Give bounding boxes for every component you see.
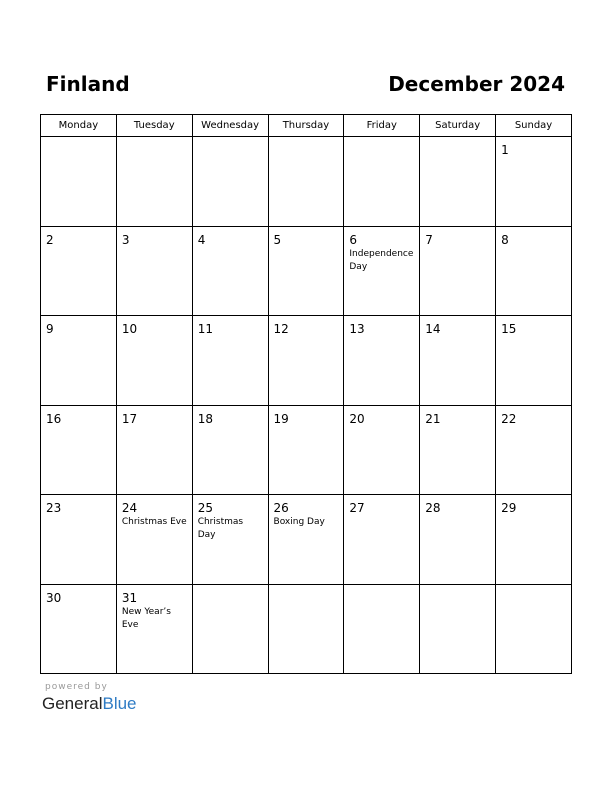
day-cell-content xyxy=(41,137,116,225)
day-number: 26 xyxy=(273,501,289,515)
calendar-day-cell[interactable] xyxy=(496,405,572,495)
day-cell-content xyxy=(344,495,419,583)
calendar-day-cell[interactable] xyxy=(192,316,268,406)
day-number: 9 xyxy=(46,322,54,336)
day-number: 5 xyxy=(273,232,282,247)
day-cell-content xyxy=(193,316,268,404)
calendar-day-cell[interactable] xyxy=(268,584,344,674)
calendar-day-cell[interactable] xyxy=(116,495,192,585)
day-cell-content xyxy=(496,227,571,315)
day-cell-content xyxy=(117,227,192,315)
day-cell-content xyxy=(117,137,192,225)
day-cell-content xyxy=(269,585,344,673)
calendar-day-cell[interactable] xyxy=(192,226,268,316)
day-cell-content xyxy=(420,316,495,404)
calendar-day-cell[interactable] xyxy=(268,137,344,227)
calendar-day-cell[interactable] xyxy=(116,137,192,227)
weekday-header: Friday xyxy=(344,115,420,137)
day-cell-content xyxy=(193,585,268,673)
country-title: Finland xyxy=(46,72,130,96)
day-cell-content xyxy=(496,585,571,673)
calendar-day-cell[interactable] xyxy=(420,584,496,674)
calendar-day-cell[interactable] xyxy=(420,137,496,227)
day-cell-content xyxy=(496,495,571,583)
day-cell-content xyxy=(193,406,268,494)
day-cell-content xyxy=(193,227,268,315)
calendar-day-cell[interactable] xyxy=(116,316,192,406)
day-cell-content xyxy=(344,316,419,404)
calendar-day-cell[interactable] xyxy=(420,495,496,585)
day-cell-content xyxy=(117,316,192,404)
day-number: 18 xyxy=(197,411,213,426)
brand-logo[interactable] xyxy=(42,693,137,715)
powered-by-text: powered by xyxy=(45,682,108,692)
day-cell-content xyxy=(496,137,571,225)
day-number: 28 xyxy=(425,501,441,515)
weekday-header-row xyxy=(41,115,572,137)
calendar-day-cell[interactable] xyxy=(192,495,268,585)
calendar-day-cell[interactable] xyxy=(41,226,117,316)
calendar-day-cell[interactable] xyxy=(344,405,420,495)
holiday-label: Independence Day xyxy=(349,248,414,272)
day-cell-content xyxy=(496,316,571,404)
calendar-day-cell[interactable] xyxy=(192,584,268,674)
calendar-week-row xyxy=(41,316,572,406)
calendar-grid xyxy=(40,114,572,674)
calendar-day-cell[interactable] xyxy=(496,584,572,674)
calendar-day-cell[interactable] xyxy=(116,226,192,316)
calendar-day-cell[interactable] xyxy=(344,137,420,227)
day-number: 23 xyxy=(46,501,62,515)
calendar-day-cell[interactable] xyxy=(496,226,572,316)
calendar-week-row xyxy=(41,405,572,495)
day-number: 21 xyxy=(425,411,441,426)
calendar-day-cell[interactable] xyxy=(420,226,496,316)
brand-name-blue: Blue xyxy=(102,694,137,713)
day-number: 27 xyxy=(349,501,365,515)
calendar-day-cell[interactable] xyxy=(420,316,496,406)
calendar-day-cell[interactable] xyxy=(116,405,192,495)
day-cell-content xyxy=(41,227,116,315)
calendar-day-cell[interactable] xyxy=(41,495,117,585)
calendar-day-cell[interactable] xyxy=(344,495,420,585)
day-number: 19 xyxy=(273,411,289,426)
day-number: 17 xyxy=(121,411,138,426)
footer-branding xyxy=(42,681,137,715)
day-number: 16 xyxy=(46,411,62,426)
holiday-label: Boxing Day xyxy=(273,517,325,527)
day-number: 29 xyxy=(501,501,517,515)
day-cell-content xyxy=(117,585,192,673)
calendar-day-cell[interactable] xyxy=(344,584,420,674)
day-number: 20 xyxy=(349,411,365,426)
day-cell-content xyxy=(269,316,344,404)
day-number: 10 xyxy=(121,322,138,336)
calendar-day-cell[interactable] xyxy=(268,495,344,585)
day-number: 13 xyxy=(349,322,365,336)
calendar-day-cell[interactable] xyxy=(41,137,117,227)
calendar-day-cell[interactable] xyxy=(41,316,117,406)
day-number: 25 xyxy=(197,501,213,515)
calendar-day-cell[interactable] xyxy=(268,226,344,316)
weekday-header: Monday xyxy=(41,115,117,137)
day-cell-content xyxy=(41,406,116,494)
day-number: 2 xyxy=(46,232,54,247)
day-cell-content xyxy=(269,406,344,494)
calendar-day-cell[interactable] xyxy=(420,405,496,495)
day-number: 24 xyxy=(121,501,138,515)
day-cell-content xyxy=(269,137,344,225)
day-cell-content xyxy=(344,137,419,225)
day-cell-content xyxy=(420,495,495,583)
calendar-day-cell[interactable] xyxy=(496,316,572,406)
day-cell-content xyxy=(420,227,495,315)
day-cell-content xyxy=(117,406,192,494)
calendar-day-cell[interactable] xyxy=(116,584,192,674)
calendar-week-row xyxy=(41,495,572,585)
day-cell-content xyxy=(269,495,344,583)
day-number: 11 xyxy=(197,322,213,336)
calendar-day-cell[interactable] xyxy=(41,584,117,674)
day-number: 22 xyxy=(501,411,517,426)
calendar-day-cell[interactable] xyxy=(344,316,420,406)
day-number: 15 xyxy=(501,322,517,336)
day-number: 1 xyxy=(501,143,509,157)
weekday-header: Wednesday xyxy=(192,115,268,137)
brand-name-general: General xyxy=(42,694,103,713)
calendar-week-row xyxy=(41,137,572,227)
day-cell-content xyxy=(344,406,419,494)
day-cell-content xyxy=(41,495,116,583)
calendar-day-cell[interactable] xyxy=(268,316,344,406)
calendar-body xyxy=(41,137,572,674)
day-number: 14 xyxy=(425,322,441,336)
day-number: 31 xyxy=(121,590,138,605)
calendar-day-cell[interactable] xyxy=(192,405,268,495)
day-cell-content xyxy=(420,585,495,673)
day-cell-content xyxy=(193,495,268,583)
holiday-label: New Year’s Eve xyxy=(121,606,171,630)
day-cell-content xyxy=(193,137,268,225)
day-number: 3 xyxy=(121,232,130,247)
day-cell-content xyxy=(420,137,495,225)
day-cell-content xyxy=(41,585,116,673)
day-number: 7 xyxy=(425,232,433,247)
calendar-day-cell[interactable] xyxy=(41,405,117,495)
day-cell-content xyxy=(496,406,571,494)
calendar-day-cell[interactable] xyxy=(496,137,572,227)
weekday-header: Saturday xyxy=(420,115,496,137)
month-year-title: December 2024 xyxy=(388,72,565,96)
weekday-header: Tuesday xyxy=(116,115,192,137)
day-cell-content xyxy=(41,316,116,404)
day-cell-content xyxy=(344,227,419,315)
day-number: 8 xyxy=(501,232,509,247)
weekday-header: Thursday xyxy=(268,115,344,137)
weekday-header: Sunday xyxy=(496,115,572,137)
calendar-day-cell[interactable] xyxy=(268,405,344,495)
day-cell-content xyxy=(117,495,192,583)
calendar-week-row xyxy=(41,226,572,316)
day-number: 6 xyxy=(349,232,358,247)
holiday-label: Christmas Eve xyxy=(121,517,187,527)
day-number: 12 xyxy=(273,322,289,336)
day-number: 4 xyxy=(197,232,206,247)
calendar-day-cell[interactable] xyxy=(496,495,572,585)
day-number: 30 xyxy=(46,590,62,605)
day-cell-content xyxy=(269,227,344,315)
calendar-week-row xyxy=(41,584,572,674)
day-cell-content xyxy=(344,585,419,673)
day-cell-content xyxy=(420,406,495,494)
calendar-day-cell[interactable] xyxy=(192,137,268,227)
calendar-day-cell[interactable] xyxy=(344,226,420,316)
holiday-label: Christmas Day xyxy=(197,517,244,540)
